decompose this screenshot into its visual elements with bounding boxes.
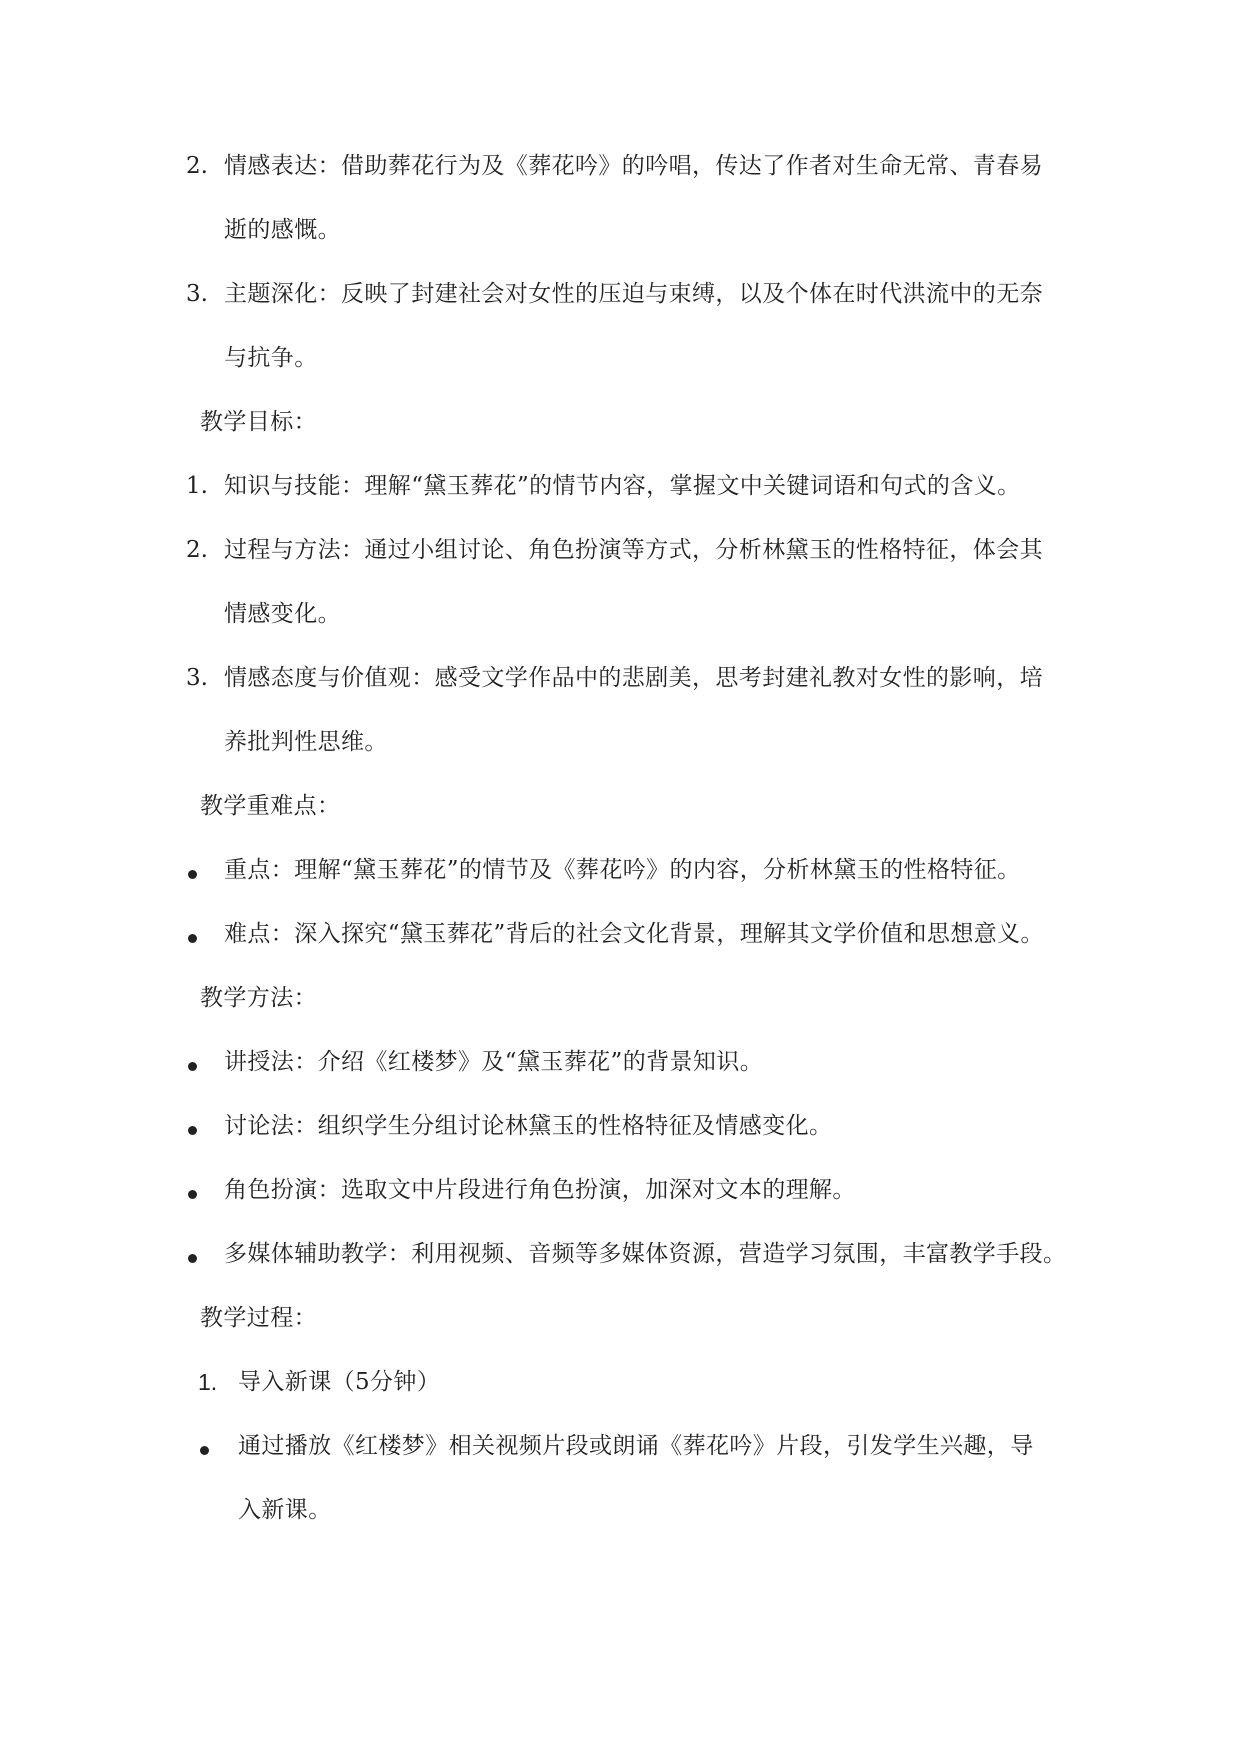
bullet-icon [188,1254,197,1263]
list-number: 2. [186,537,208,563]
list-item-text: 与抗争。 [224,345,318,371]
section-heading-methods: 教学方法： [200,985,317,1011]
bullet-icon [200,1446,209,1455]
list-item-text: 养批判性思维。 [224,729,388,755]
list-number: 3. [186,281,208,307]
bullet-item-text: 重点：理解“黛玉葬花”的情节及《葬花吟》的内容，分析林黛玉的性格特征。 [224,857,1021,883]
list-item-text: 情感表达：借助葬花行为及《葬花吟》的吟唱，传达了作者对生命无常、青春易 [224,153,1043,179]
list-item-text: 情感变化。 [224,601,341,627]
bullet-item-text: 难点：深入探究“黛玉葬花”背后的社会文化背景，理解其文学价值和思想意义。 [224,921,1044,947]
section-heading-process: 教学过程： [200,1305,317,1331]
bullet-item-text: 角色扮演：选取文中片段进行角色扮演，加深对文本的理解。 [224,1177,856,1203]
bullet-item-text: 入新课。 [238,1497,332,1523]
list-item-text: 过程与方法：通过小组讨论、角色扮演等方式，分析林黛玉的性格特征，体会其 [224,537,1043,563]
bullet-icon [188,1126,197,1135]
bullet-icon [188,1190,197,1199]
process-step-title: 导入新课（5分钟） [238,1369,441,1395]
section-heading-objectives: 教学目标： [200,409,317,435]
list-number: 1. [186,473,208,499]
bullet-item-text: 通过播放《红楼梦》相关视频片段或朗诵《葬花吟》片段，引发学生兴趣，导 [238,1433,1034,1459]
bullet-item-text: 讲授法：介绍《红楼梦》及“黛玉葬花”的背景知识。 [224,1049,764,1075]
list-item-text: 逝的感慨。 [224,217,341,243]
bullet-item-text: 讨论法：组织学生分组讨论林黛玉的性格特征及情感变化。 [224,1113,833,1139]
list-item-text: 主题深化：反映了封建社会对女性的压迫与束缚，以及个体在时代洪流中的无奈 [224,281,1043,307]
bullet-icon [188,1062,197,1071]
bullet-icon [188,870,197,879]
list-number: 2. [186,153,208,179]
bullet-item-text: 多媒体辅助教学：利用视频、音频等多媒体资源，营造学习氛围，丰富教学手段。 [224,1241,1067,1267]
list-number: 3. [186,665,208,691]
list-item-text: 情感态度与价值观：感受文学作品中的悲剧美，思考封建礼教对女性的影响，培 [224,665,1043,691]
list-number: 1. [198,1369,218,1395]
section-heading-key-points: 教学重难点： [200,793,341,819]
list-item-text: 知识与技能：理解“黛玉葬花”的情节内容，掌握文中关键词语和句式的含义。 [224,473,1021,499]
bullet-icon [188,934,197,943]
